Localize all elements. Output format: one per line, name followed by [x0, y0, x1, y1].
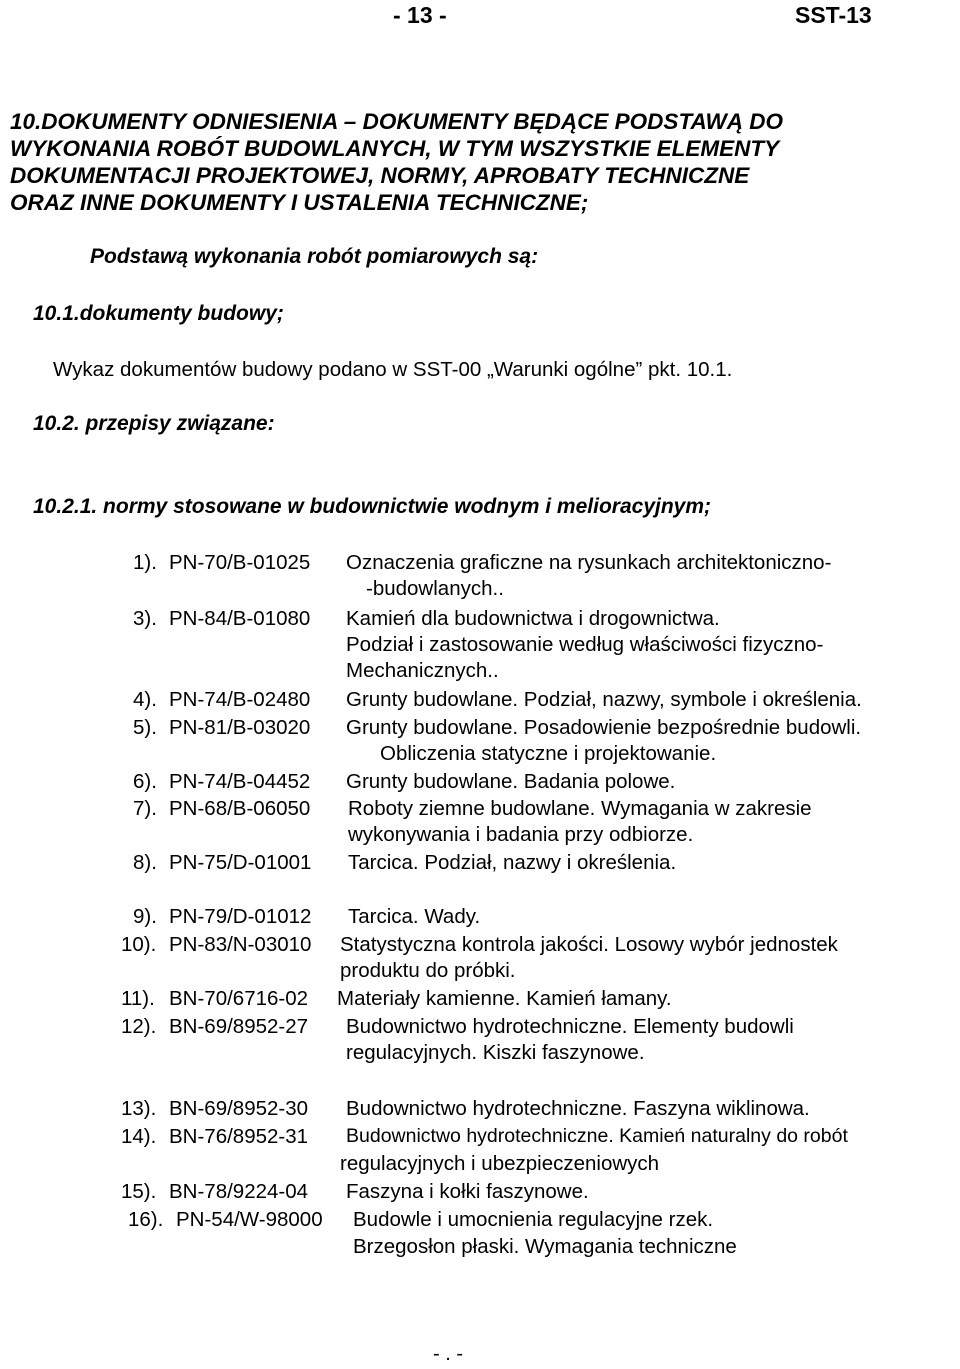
paragraph-10-1: Wykaz dokumentów budowy podano w SST-00 „Warunki ogólne” pkt. 10.1. [53, 358, 733, 381]
section-title-line: WYKONANIA ROBÓT BUDOWLANYCH, W TYM WSZYSTKIE ELEMENTY [10, 136, 780, 161]
norm-code: BN-78/9224-04 [169, 1180, 309, 1203]
norm-title: Tarcica. Podział, nazwy i określenia. [348, 851, 677, 874]
norm-title: Budownictwo hydrotechniczne. Kamień naturalny do robót [346, 1125, 848, 1147]
intro-line: Podstawą wykonania robót pomiarowych są: [90, 245, 539, 268]
norm-number: 14). [121, 1125, 157, 1148]
norm-number: 12). [121, 1015, 157, 1038]
norm-number: 1). [133, 551, 157, 574]
page-footer: - . - [433, 1343, 463, 1365]
document-code: SST-13 [795, 2, 872, 28]
norm-code: PN-75/D-01001 [169, 851, 312, 874]
norm-number: 4). [133, 688, 157, 711]
heading-10-2: 10.2. przepisy związane: [33, 412, 275, 435]
norm-code: PN-83/N-03010 [169, 933, 312, 956]
norm-number: 7). [133, 797, 157, 820]
norm-code: PN-74/B-04452 [169, 770, 311, 793]
norm-code: BN-69/8952-27 [169, 1015, 309, 1038]
norm-code: BN-70/6716-02 [169, 987, 309, 1010]
norm-title: regulacyjnych i ubezpieczeniowych [340, 1152, 660, 1175]
norm-title: Faszyna i kołki faszynowe. [346, 1180, 589, 1203]
norm-number: 11). [121, 987, 155, 1010]
norm-number: 9). [133, 905, 157, 928]
norm-title: Statystyczna kontrola jakości. Losowy wybór jednostek [340, 933, 838, 956]
norm-code: PN-84/B-01080 [169, 607, 311, 630]
norm-number: 13). [121, 1097, 157, 1120]
norm-code: PN-54/W-98000 [176, 1208, 323, 1231]
norm-code: PN-70/B-01025 [169, 551, 311, 574]
section-title-line: ORAZ INNE DOKUMENTY I USTALENIA TECHNICZNE; [10, 190, 589, 215]
norm-title: Podział i zastosowanie według właściwości fizyczno- [346, 633, 824, 656]
norm-number: 8). [133, 851, 157, 874]
norm-title: Brzegosłon płaski. Wymagania techniczne [353, 1235, 737, 1258]
norm-title: Obliczenia statyczne i projektowanie. [380, 742, 717, 765]
norm-code: BN-76/8952-31 [169, 1125, 309, 1148]
norm-title: -budowlanych.. [366, 577, 504, 600]
norm-number: 16). [128, 1208, 164, 1231]
norm-title: Grunty budowlane. Podział, nazwy, symbole i określenia. [346, 688, 862, 711]
norm-title: Kamień dla budownictwa i drogownictwa. [346, 607, 720, 630]
norm-title: Budownictwo hydrotechniczne. Faszyna wiklinowa. [346, 1097, 810, 1120]
page-number: - 13 - [393, 2, 447, 28]
norm-code: PN-79/D-01012 [169, 905, 312, 928]
section-title-line: 10.DOKUMENTY ODNIESIENIA – DOKUMENTY BĘDĄCE PODSTAWĄ DO [10, 109, 784, 134]
norm-title: Materiały kamienne. Kamień łamany. [337, 987, 672, 1010]
heading-10-2-1: 10.2.1. normy stosowane w budownictwie wodnym i melioracyjnym; [33, 495, 711, 518]
norm-code: PN-68/B-06050 [169, 797, 311, 820]
norm-number: 5). [133, 716, 157, 739]
heading-10-1: 10.1.dokumenty budowy; [33, 302, 284, 325]
norm-title: Budowle i umocnienia regulacyjne rzek. [353, 1208, 714, 1231]
norm-code: BN-69/8952-30 [169, 1097, 309, 1120]
norm-title: regulacyjnych. Kiszki faszynowe. [346, 1041, 645, 1064]
norm-title: Mechanicznych.. [346, 659, 499, 682]
norm-title: Oznaczenia graficzne na rysunkach architektoniczno- [346, 551, 832, 574]
norm-number: 10). [121, 933, 157, 956]
norm-title: Grunty budowlane. Badania polowe. [346, 770, 676, 793]
norm-title: Budownictwo hydrotechniczne. Elementy budowli [346, 1015, 794, 1038]
norm-title: produktu do próbki. [340, 959, 516, 982]
norm-title: Tarcica. Wady. [348, 905, 481, 928]
norm-code: PN-74/B-02480 [169, 688, 311, 711]
norm-number: 15). [121, 1180, 157, 1203]
norm-number: 6). [133, 770, 157, 793]
section-title-line: DOKUMENTACJI PROJEKTOWEJ, NORMY, APROBATY TECHNICZNE [10, 163, 750, 188]
norm-title: Grunty budowlane. Posadowienie bezpośrednie budowli. [346, 716, 862, 739]
norm-code: PN-81/B-03020 [169, 716, 311, 739]
norm-title: Roboty ziemne budowlane. Wymagania w zakresie [348, 797, 812, 820]
norm-number: 3). [133, 607, 157, 630]
norm-title: wykonywania i badania przy odbiorze. [348, 823, 694, 846]
